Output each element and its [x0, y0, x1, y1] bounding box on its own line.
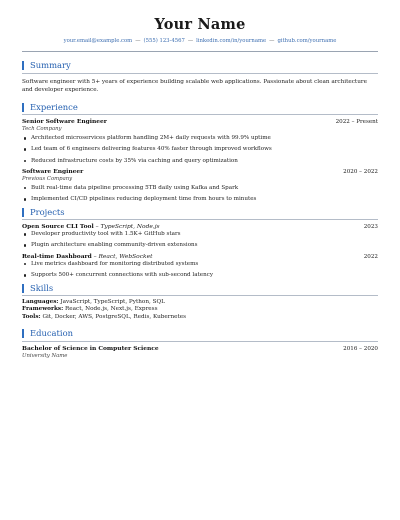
project-entry [22, 223, 378, 249]
list-item: Led team of 6 engineers delivering features 40% faster through improved workflows [22, 146, 378, 153]
skill-value: JavaScript, TypeScript, Python, SQL [58, 299, 165, 306]
entry-header [22, 345, 378, 353]
section-heading [22, 103, 378, 112]
contact-phone-link[interactable]: (555) 123-4567 [143, 38, 185, 44]
list-item: Architected microservices platform handling 2M+ daily requests with 99.9% uptime [22, 135, 378, 142]
projects-section [22, 208, 378, 279]
projects-heading: Projects [30, 206, 65, 217]
section-divider [22, 219, 378, 220]
project-title: Real-time Dashboard [22, 252, 92, 260]
company-name: Previous Company [22, 175, 73, 182]
project-heading [22, 223, 160, 231]
entry-header [22, 168, 378, 176]
education-heading: Education [30, 328, 74, 339]
entry-header [22, 223, 378, 231]
skills-list [22, 299, 378, 321]
list-item: Live metrics dashboard for monitoring distributed systems [22, 261, 378, 268]
list-item: Built real-time data pipeline processing 5TB daily using Kafka and Spark [22, 185, 378, 192]
section-heading [22, 61, 378, 70]
education-entry [22, 345, 378, 360]
job-title: Software Engineer [22, 167, 84, 175]
contact-separator: — [269, 38, 275, 44]
skill-value: Git, Docker, AWS, PostgreSQL, Redis, Kubernetes [40, 313, 187, 320]
section-divider [22, 114, 378, 115]
experience-entry [22, 118, 378, 164]
section-heading [22, 208, 378, 217]
skill-value: React, Node.js, Next.js, Express [63, 306, 158, 313]
contact-separator: — [135, 38, 141, 44]
contact-linkedin-link[interactable]: linkedin.com/in/yourname [196, 38, 267, 44]
skills-section [22, 284, 378, 322]
school-name: University Name [22, 352, 68, 359]
summary-text: Software engineer with 5+ years of experience building scalable web applications. Passionate about clean architecture and developer experience. [22, 78, 367, 93]
list-item: Plugin architecture enabling community-driven extensions [22, 242, 378, 249]
entry-header [22, 253, 378, 261]
contact-line [22, 37, 378, 45]
section-divider [22, 341, 378, 342]
job-title: Senior Software Engineer [22, 118, 107, 125]
job-dates: 2022 – Present [335, 119, 378, 125]
skill-row [22, 299, 378, 306]
skill-label: Tools: [22, 313, 41, 320]
summary-heading: Summary [30, 60, 71, 70]
summary-section [22, 61, 378, 94]
bullet-list [22, 231, 378, 249]
project-date: 2023 [363, 224, 378, 231]
contact-email-link[interactable]: your.email@example.com [63, 38, 133, 44]
project-tech: React, WebSocket [98, 253, 153, 260]
project-tech: TypeScript, Node.js [100, 224, 160, 231]
experience-entry [22, 168, 378, 203]
bullet-list [22, 185, 378, 203]
degree-title: Bachelor of Science in Computer Science [22, 344, 159, 352]
list-item: Developer productivity tool with 1.5K+ GitHub stars [22, 231, 378, 238]
project-heading [22, 253, 152, 261]
section-heading [22, 284, 378, 293]
skill-label: Frameworks: [22, 306, 64, 313]
experience-heading: Experience [30, 101, 78, 112]
company-name: Tech Company [22, 126, 62, 132]
project-title: Open Source CLI Tool [22, 223, 94, 231]
bullet-list [22, 135, 378, 164]
skills-heading: Skills [30, 282, 54, 293]
bullet-list [22, 261, 378, 279]
section-divider [22, 73, 378, 74]
skill-label: Languages: [22, 299, 59, 306]
project-dash: – [91, 253, 99, 260]
section-divider [22, 295, 378, 296]
education-dates: 2016 – 2020 [343, 345, 378, 352]
resume-name: Your Name [154, 16, 246, 33]
education-section [22, 329, 378, 360]
contact-separator: — [187, 38, 194, 44]
entry-header [22, 118, 378, 126]
list-item: Supports 500+ concurrent connections with sub-second latency [22, 272, 378, 279]
experience-section [22, 103, 378, 203]
section-heading [22, 329, 378, 338]
project-entry [22, 253, 378, 279]
project-date: 2022 [363, 253, 378, 260]
skill-row [22, 314, 378, 321]
header-divider [22, 51, 378, 52]
list-item: Implemented CI/CD pipelines reducing deployment time from hours to minutes [22, 196, 378, 203]
project-dash: – [93, 224, 101, 231]
contact-github-link[interactable]: github.com/yourname [277, 38, 337, 44]
list-item: Reduced infrastructure costs by 35% via caching and query optimization [22, 158, 378, 165]
skill-row [22, 306, 378, 313]
job-dates: 2020 – 2022 [343, 168, 378, 175]
